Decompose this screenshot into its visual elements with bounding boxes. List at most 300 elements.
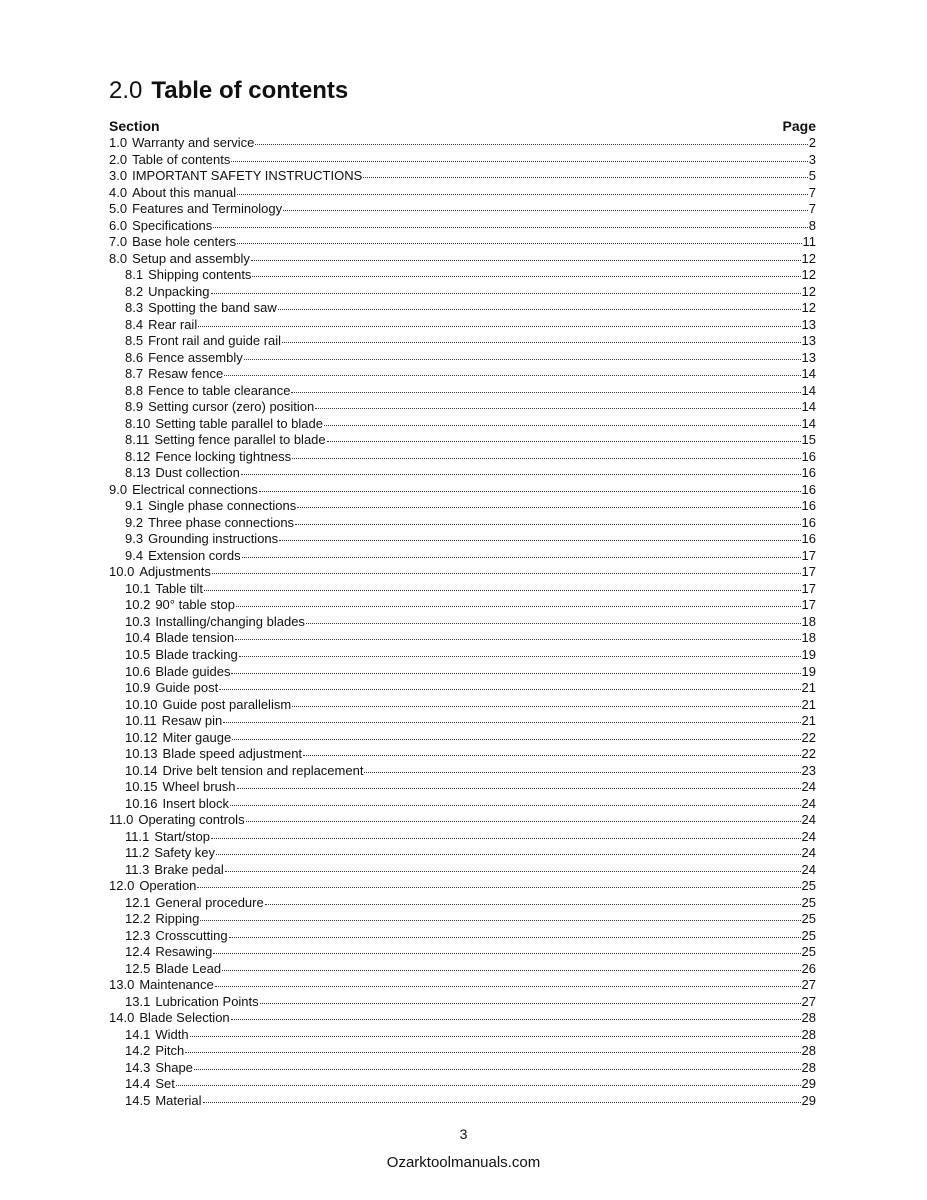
toc-entry-title [125,515,294,532]
toc-entry-label: Width [155,1026,189,1042]
toc-entry-title [125,300,277,317]
toc-entry-title [125,284,210,301]
toc-entry-label: Blade Selection [139,1010,230,1026]
toc-entry-label: Guide post [155,680,219,696]
dot-leader [252,276,800,277]
toc-entry-title [125,498,296,515]
toc-entry-number: 5.0 [109,201,128,217]
dot-leader [203,1102,801,1103]
toc-entry[interactable] [109,135,816,152]
toc-entry-page: 14 [801,399,816,415]
toc-entry[interactable] [109,630,816,647]
toc-entry[interactable] [109,152,816,169]
dot-leader [324,425,801,426]
toc-entry-label: Blade tracking [155,646,238,662]
toc-entry-page: 5 [808,168,816,184]
toc-entry-label: Setting fence parallel to blade [154,432,326,448]
toc-entry-page: 15 [801,432,816,448]
dot-leader [225,871,801,872]
toc-entry-title [109,564,211,581]
dot-leader [231,161,807,162]
toc-entry-number: 9.0 [109,481,128,497]
toc-entry-page: 25 [801,911,816,927]
toc-entry[interactable] [109,1060,816,1077]
toc-entry-page: 16 [801,514,816,530]
toc-entry-number: 8.6 [125,349,144,365]
toc-entry-title [125,548,241,565]
toc-entry-title [125,713,222,730]
toc-entry-page: 16 [801,531,816,547]
dot-leader [283,210,808,211]
toc-entry-page: 28 [801,1010,816,1026]
toc-entry-title [125,630,234,647]
toc-entry-title [125,994,259,1011]
dot-leader [259,491,801,492]
toc-entry-title [109,201,282,218]
toc-entry[interactable] [109,581,816,598]
toc-entry[interactable] [109,994,816,1011]
toc-entry[interactable] [109,482,816,499]
toc-entry[interactable] [109,597,816,614]
toc-entry-page: 17 [801,580,816,596]
toc-entry-title [125,383,290,400]
dot-leader [291,392,800,393]
dot-leader [194,1069,801,1070]
toc-entry[interactable] [109,251,816,268]
toc-entry-number: 1.0 [109,135,128,150]
toc-entry-number: 8.8 [125,382,144,398]
toc-entry-number: 8.0 [109,250,128,266]
toc-entry-title [125,597,235,614]
toc-entry-number: 8.10 [125,415,151,431]
dot-leader [278,309,801,310]
toc-entry-title [109,1010,230,1027]
toc-entry-number: 12.5 [125,960,151,976]
toc-entry-label: Specifications [132,217,213,233]
toc-entry-label: Unpacking [148,283,210,299]
toc-entry-title [125,647,238,664]
toc-entry-page: 2 [808,135,816,150]
toc-entry[interactable] [109,647,816,664]
toc-entry-title [125,1076,175,1093]
toc-entry-label: Dust collection [155,465,240,481]
toc-entry-title [125,895,264,912]
toc-entry-label: Spotting the band saw [148,300,277,316]
toc-entry-number: 8.13 [125,465,151,481]
toc-entry-page: 12 [801,283,816,299]
toc-entry-page: 13 [801,349,816,365]
toc-entry-label: Fence assembly [148,349,243,365]
toc-entry[interactable] [109,829,816,846]
toc-entry-number: 14.0 [109,1010,135,1026]
toc-entry-page: 27 [801,993,816,1009]
toc-entry-title [125,581,203,598]
dot-leader [222,970,800,971]
title-number: 2.0 [109,77,143,104]
toc-entry[interactable] [109,1010,816,1027]
toc-entry-title [125,928,228,945]
toc-entry-label: Fence to table clearance [148,382,291,398]
toc-entry-number: 10.15 [125,779,158,795]
toc-entry-number: 8.5 [125,333,144,349]
toc-entry[interactable] [109,218,816,235]
toc-entry-label: Shipping contents [148,267,252,283]
toc-entry-label: Shape [155,1059,193,1075]
toc-entry[interactable] [109,878,816,895]
dot-leader [213,227,807,228]
toc-entry-label: Setup and assembly [132,250,250,266]
dot-leader [327,441,801,442]
dot-leader [219,689,800,690]
toc-entry-label: Table tilt [155,580,204,596]
toc-entry[interactable] [109,812,816,829]
toc-entry-number: 14.2 [125,1043,151,1059]
dot-leader [235,639,800,640]
toc-entry-label: Installing/changing blades [155,613,305,629]
toc-entry[interactable] [109,977,816,994]
toc-entry-number: 10.10 [125,696,158,712]
dot-leader [265,904,801,905]
toc-entry[interactable] [109,845,816,862]
toc-entry-label: Resawing [155,944,213,960]
toc-entry[interactable] [109,449,816,466]
toc-entry-page: 24 [801,812,816,828]
toc-entry-number: 9.3 [125,531,144,547]
toc-entry-page: 29 [801,1092,816,1108]
toc-entry-number: 12.4 [125,944,151,960]
toc-entry[interactable] [109,895,816,912]
dot-leader [279,540,800,541]
toc-entry[interactable] [109,185,816,202]
dot-leader [363,177,808,178]
toc-entry-title [125,961,221,978]
toc-entry-title [109,185,236,202]
dot-leader [230,805,801,806]
toc-entry-number: 8.12 [125,448,151,464]
toc-entry-page: 12 [801,300,816,316]
toc-entry-number: 10.5 [125,646,151,662]
toc-entry-title [109,218,212,235]
toc-entry[interactable] [109,300,816,317]
toc-entry-title [125,449,291,466]
toc-entry[interactable] [109,366,816,383]
toc-entry[interactable] [109,548,816,565]
table-of-contents [109,118,816,1109]
toc-entry-number: 12.3 [125,927,151,943]
toc-entry-number: 9.1 [125,498,144,514]
toc-entry-page: 25 [801,927,816,943]
toc-entry-title [109,168,362,185]
dot-leader [198,326,800,327]
toc-entry-title [125,829,210,846]
toc-entry-number: 8.7 [125,366,144,382]
toc-entry-title [125,730,231,747]
toc-entry[interactable] [109,168,816,185]
toc-entry-title [125,680,218,697]
toc-entry-number: 14.3 [125,1059,151,1075]
toc-entry[interactable] [109,350,816,367]
toc-entry[interactable] [109,713,816,730]
toc-entry-page: 22 [801,746,816,762]
toc-entry-number: 14.1 [125,1026,151,1042]
toc-entry-label: 90° table stop [155,597,235,613]
toc-entry-page: 7 [808,184,816,200]
dot-leader [306,623,801,624]
toc-entry[interactable] [109,697,816,714]
dot-leader [297,507,800,508]
toc-entry-label: Set [155,1076,175,1092]
toc-entry-number: 10.9 [125,680,151,696]
toc-entry[interactable] [109,961,816,978]
toc-entries [109,135,816,1109]
toc-entry-page: 14 [801,382,816,398]
toc-entry[interactable] [109,796,816,813]
dot-leader [211,838,801,839]
toc-entry-label: Three phase connections [148,514,295,530]
toc-entry-label: Material [155,1092,202,1108]
toc-entry-page: 13 [801,333,816,349]
toc-entry[interactable] [109,862,816,879]
dot-leader [251,260,801,261]
page-title [109,76,348,106]
dot-leader [213,953,800,954]
toc-entry-title [125,1093,202,1110]
toc-entry-label: Brake pedal [154,861,224,877]
toc-entry-title [109,812,245,829]
toc-header [109,118,816,135]
toc-entry-title [109,878,196,895]
page-column-header: Page [782,118,816,134]
toc-entry[interactable] [109,498,816,515]
toc-entry[interactable] [109,1043,816,1060]
toc-entry-title [125,531,278,548]
section-column-header: Section [109,118,160,134]
toc-entry-page: 28 [801,1043,816,1059]
toc-entry[interactable] [109,317,816,334]
toc-entry-number: 8.1 [125,267,144,283]
toc-entry-label: Rear rail [148,316,198,332]
dot-leader [215,986,801,987]
dot-leader [303,755,801,756]
toc-entry-page: 28 [801,1059,816,1075]
toc-entry-title [125,399,314,416]
toc-entry-number: 2.0 [109,151,128,167]
toc-entry-title [125,333,281,350]
dot-leader [176,1085,801,1086]
toc-entry-label: Features and Terminology [132,201,283,217]
toc-entry-page: 18 [801,613,816,629]
toc-entry-label: Adjustments [139,564,211,580]
toc-entry[interactable] [109,267,816,284]
toc-entry-page: 22 [801,729,816,745]
toc-entry-label: Setting table parallel to blade [155,415,323,431]
toc-entry-page: 27 [801,977,816,993]
toc-entry-page: 24 [801,779,816,795]
toc-entry-page: 19 [801,646,816,662]
toc-entry[interactable] [109,944,816,961]
toc-entry-number: 10.11 [125,713,157,729]
toc-entry[interactable] [109,284,816,301]
toc-entry-title [125,779,236,796]
toc-entry-number: 3.0 [109,168,128,184]
toc-entry-page: 7 [808,201,816,217]
toc-entry-label: Wheel brush [162,779,236,795]
toc-entry-number: 8.2 [125,283,144,299]
toc-entry-number: 10.6 [125,663,151,679]
toc-entry[interactable] [109,383,816,400]
toc-entry[interactable] [109,399,816,416]
toc-entry-number: 6.0 [109,217,128,233]
toc-entry-label: Front rail and guide rail [148,333,282,349]
toc-entry-page: 16 [801,481,816,497]
toc-entry-title [125,664,230,681]
toc-entry[interactable] [109,779,816,796]
footer-site: Ozarktoolmanuals.com [386,1154,541,1171]
toc-entry-label: Pitch [155,1043,185,1059]
toc-entry-label: Setting cursor (zero) position [148,399,315,415]
toc-entry-title [125,697,291,714]
toc-entry[interactable] [109,564,816,581]
toc-entry[interactable] [109,1027,816,1044]
dot-leader [242,557,801,558]
toc-entry-page: 24 [801,795,816,811]
dot-leader [364,772,800,773]
dot-leader [204,590,801,591]
toc-entry-label: Operating controls [138,812,245,828]
toc-entry-title [125,317,197,334]
toc-entry-title [109,482,258,499]
toc-entry-page: 23 [801,762,816,778]
toc-entry-page: 26 [801,960,816,976]
toc-entry-number: 8.11 [125,432,150,448]
toc-entry[interactable] [109,465,816,482]
dot-leader [295,524,800,525]
toc-entry-page: 25 [801,944,816,960]
toc-entry-label: Warranty and service [132,135,255,150]
toc-entry[interactable] [109,515,816,532]
toc-entry-page: 21 [801,680,816,696]
toc-entry[interactable] [109,763,816,780]
toc-entry-number: 8.3 [125,300,144,316]
page-number: 3 [459,1126,468,1142]
toc-entry-number: 11.2 [125,845,150,861]
toc-entry-number: 10.2 [125,597,151,613]
toc-entry-page: 18 [801,630,816,646]
toc-entry[interactable] [109,531,816,548]
toc-entry[interactable] [109,201,816,218]
toc-entry-label: Electrical connections [132,481,258,497]
dot-leader [237,194,808,195]
toc-entry-label: Grounding instructions [148,531,279,547]
dot-leader [229,937,801,938]
toc-entry-label: Base hole centers [132,234,237,250]
toc-entry-number: 10.3 [125,613,151,629]
toc-entry-label: Extension cords [148,547,241,563]
dot-leader [185,1052,800,1053]
toc-entry-title [109,251,250,268]
toc-entry[interactable] [109,928,816,945]
toc-entry-number: 13.0 [109,977,135,993]
toc-entry-page: 12 [801,267,816,283]
toc-entry-page: 16 [801,465,816,481]
toc-entry-label: Resaw fence [148,366,224,382]
toc-entry-title [125,1060,193,1077]
toc-entry-page: 25 [801,894,816,910]
toc-entry[interactable] [109,333,816,350]
toc-entry-title [125,862,224,879]
toc-entry-number: 13.1 [125,993,151,1009]
dot-leader [255,144,807,145]
toc-entry-title [109,135,254,152]
toc-entry-page: 24 [801,828,816,844]
toc-entry[interactable] [109,1076,816,1093]
toc-entry-label: Lubrication Points [155,993,259,1009]
toc-entry-label: Blade Lead [155,960,222,976]
toc-entry-label: About this manual [132,184,237,200]
toc-entry-label: Start/stop [154,828,210,844]
toc-entry-page: 14 [801,366,816,382]
toc-entry-number: 8.4 [125,316,144,332]
dot-leader [282,342,800,343]
toc-entry-label: Safety key [154,845,216,861]
toc-entry-number: 10.1 [125,580,151,596]
toc-entry-title [125,746,302,763]
toc-entry[interactable] [109,234,816,251]
toc-entry-label: Maintenance [139,977,214,993]
dot-leader [246,821,801,822]
toc-entry[interactable] [109,911,816,928]
toc-entry[interactable] [109,416,816,433]
toc-entry-label: Resaw pin [161,713,223,729]
toc-entry[interactable] [109,614,816,631]
dot-leader [223,722,800,723]
toc-entry-number: 11.1 [125,828,150,844]
toc-entry-number: 14.5 [125,1092,151,1108]
toc-entry-number: 4.0 [109,184,128,200]
toc-entry[interactable] [109,746,816,763]
toc-entry-label: Ripping [155,911,200,927]
toc-entry-title [125,944,212,961]
toc-entry-title [125,845,215,862]
toc-entry[interactable] [109,680,816,697]
toc-entry-label: Fence locking tightness [155,448,292,464]
toc-entry-number: 10.4 [125,630,151,646]
toc-entry-page: 16 [801,498,816,514]
toc-entry[interactable] [109,432,816,449]
toc-entry[interactable] [109,664,816,681]
toc-entry-page: 17 [801,547,816,563]
toc-entry-number: 10.12 [125,729,158,745]
toc-entry-number: 7.0 [109,234,128,250]
toc-entry-page: 29 [801,1076,816,1092]
toc-entry-title [125,366,223,383]
toc-entry[interactable] [109,730,816,747]
toc-entry-number: 9.2 [125,514,144,530]
toc-entry-page: 13 [801,316,816,332]
toc-entry-label: Table of contents [132,151,231,167]
toc-entry-page: 21 [801,696,816,712]
toc-entry-number: 11.3 [125,861,150,877]
title-text: Table of contents [151,77,349,104]
toc-entry-number: 8.9 [125,399,144,415]
toc-entry-label: Blade speed adjustment [162,746,303,762]
toc-entry-label: Single phase connections [148,498,297,514]
toc-entry[interactable] [109,1093,816,1110]
dot-leader [241,474,801,475]
toc-entry-title [109,234,236,251]
dot-leader [236,606,801,607]
toc-entry-number: 10.13 [125,746,158,762]
